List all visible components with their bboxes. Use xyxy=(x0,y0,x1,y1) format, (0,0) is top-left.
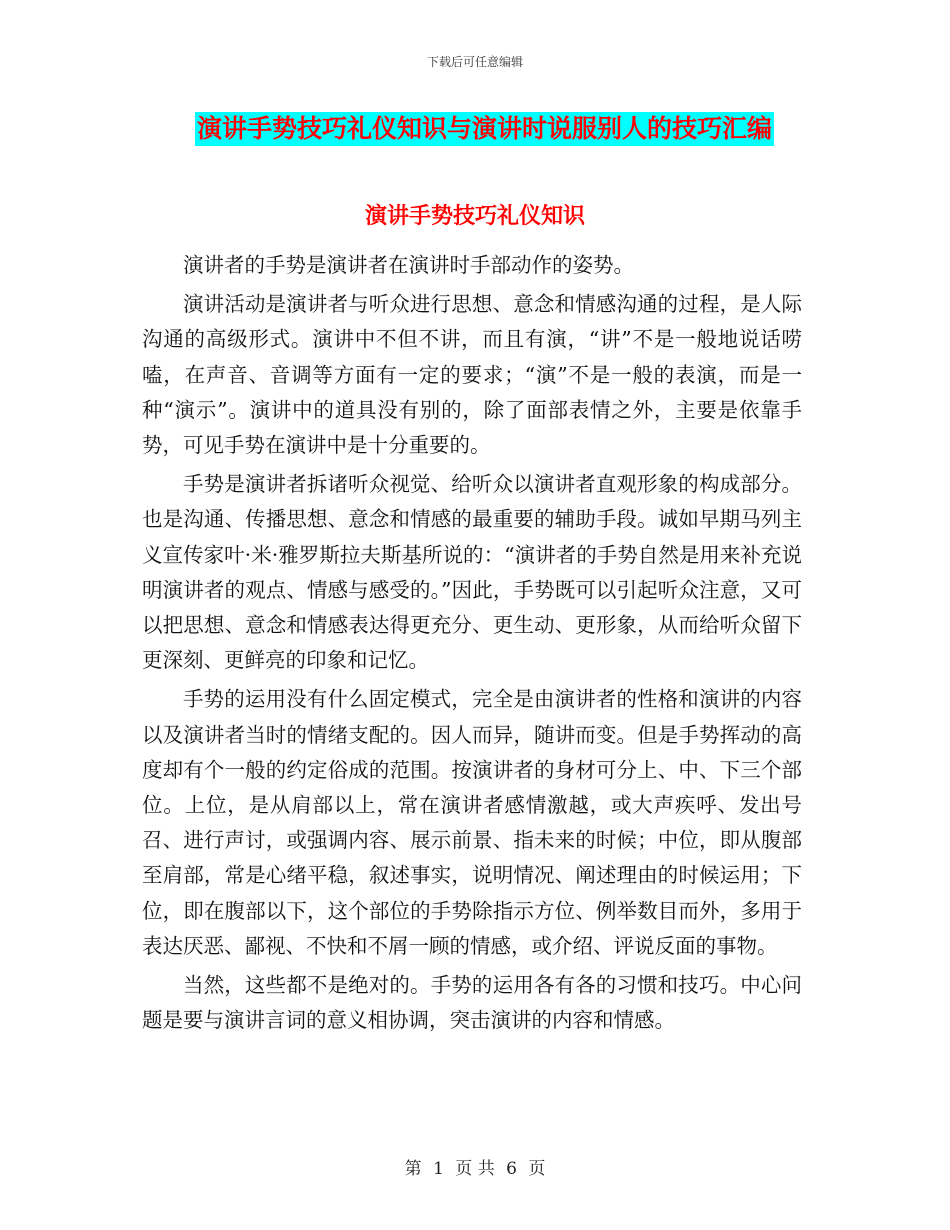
page-header: 下载后可任意编辑 xyxy=(426,55,523,69)
paragraph-1: 演讲者的手势是演讲者在演讲时手部动作的姿势。 xyxy=(183,253,634,277)
paragraph-2: 演讲活动是演讲者与听众进行思想、意念和情感沟通的过程，是人际沟通的高级形式。演讲中不但不讲，而且有演，“讲”不是一般地说话唠嗑，在声音、音调等方面有一定的要求；“演”不是一般的表演，而是一种“演示”。演讲中的道具没有别的，除了面部表情之外，主要是依靠手势，可见手势在演讲中是十分重要的。 xyxy=(142,292,802,458)
footer-page-number: 1 xyxy=(433,1159,444,1179)
body-text xyxy=(142,248,802,1038)
page-footer xyxy=(0,1154,950,1179)
footer-middle: 页 共 xyxy=(455,1159,495,1179)
paragraph-5: 当然，这些都不是绝对的。手势的运用各有各的习惯和技巧。中心问题是要与演讲言词的意义相协调，突击演讲的内容和情感。 xyxy=(142,973,802,1033)
footer-prefix: 第 xyxy=(404,1159,422,1179)
document-title: 演讲手势技巧礼仪知识与演讲时说服别人的技巧汇编 xyxy=(195,112,774,146)
footer-suffix: 页 xyxy=(528,1159,546,1179)
paragraph-3: 手势是演讲者拆诸听众视觉、给听众以演讲者直观形象的构成部分。也是沟通、传播思想、意念和情感的最重要的辅助手段。诚如早期马列主义宣传家叶·米·雅罗斯拉夫斯基所说的：“演讲者的手势自然是用来补充说明演讲者的观点、情感与感受的。”因此，手势既可以引起听众注意，又可以把思想、意念和情感表达得更充分、更生动、更形象，从而给听众留下更深刻、更鲜亮的印象和记忆。 xyxy=(142,472,802,673)
footer-total-pages: 6 xyxy=(506,1159,517,1179)
section-title: 演讲手势技巧礼仪知识 xyxy=(364,204,585,229)
paragraph-4: 手势的运用没有什么固定模式，完全是由演讲者的性格和演讲的内容以及演讲者当时的情绪支配的。因人而异，随讲而变。但是手势挥动的高度却有个一般的约定俗成的范围。按演讲者的身材可分上、中、下三个部位。上位，是从肩部以上，常在演讲者感情激越，或大声疾呼、发出号召、进行声讨，或强调内容、展示前景、指未来的时候；中位，即从腹部至肩部，常是心绪平稳，叙述事实，说明情况、阐述理由的时候运用；下位，即在腹部以下，这个部位的手势除指示方位、例举数目而外，多用于表达厌恶、鄙视、不快和不屑一顾的情感，或介绍、评说反面的事物。 xyxy=(142,687,802,958)
